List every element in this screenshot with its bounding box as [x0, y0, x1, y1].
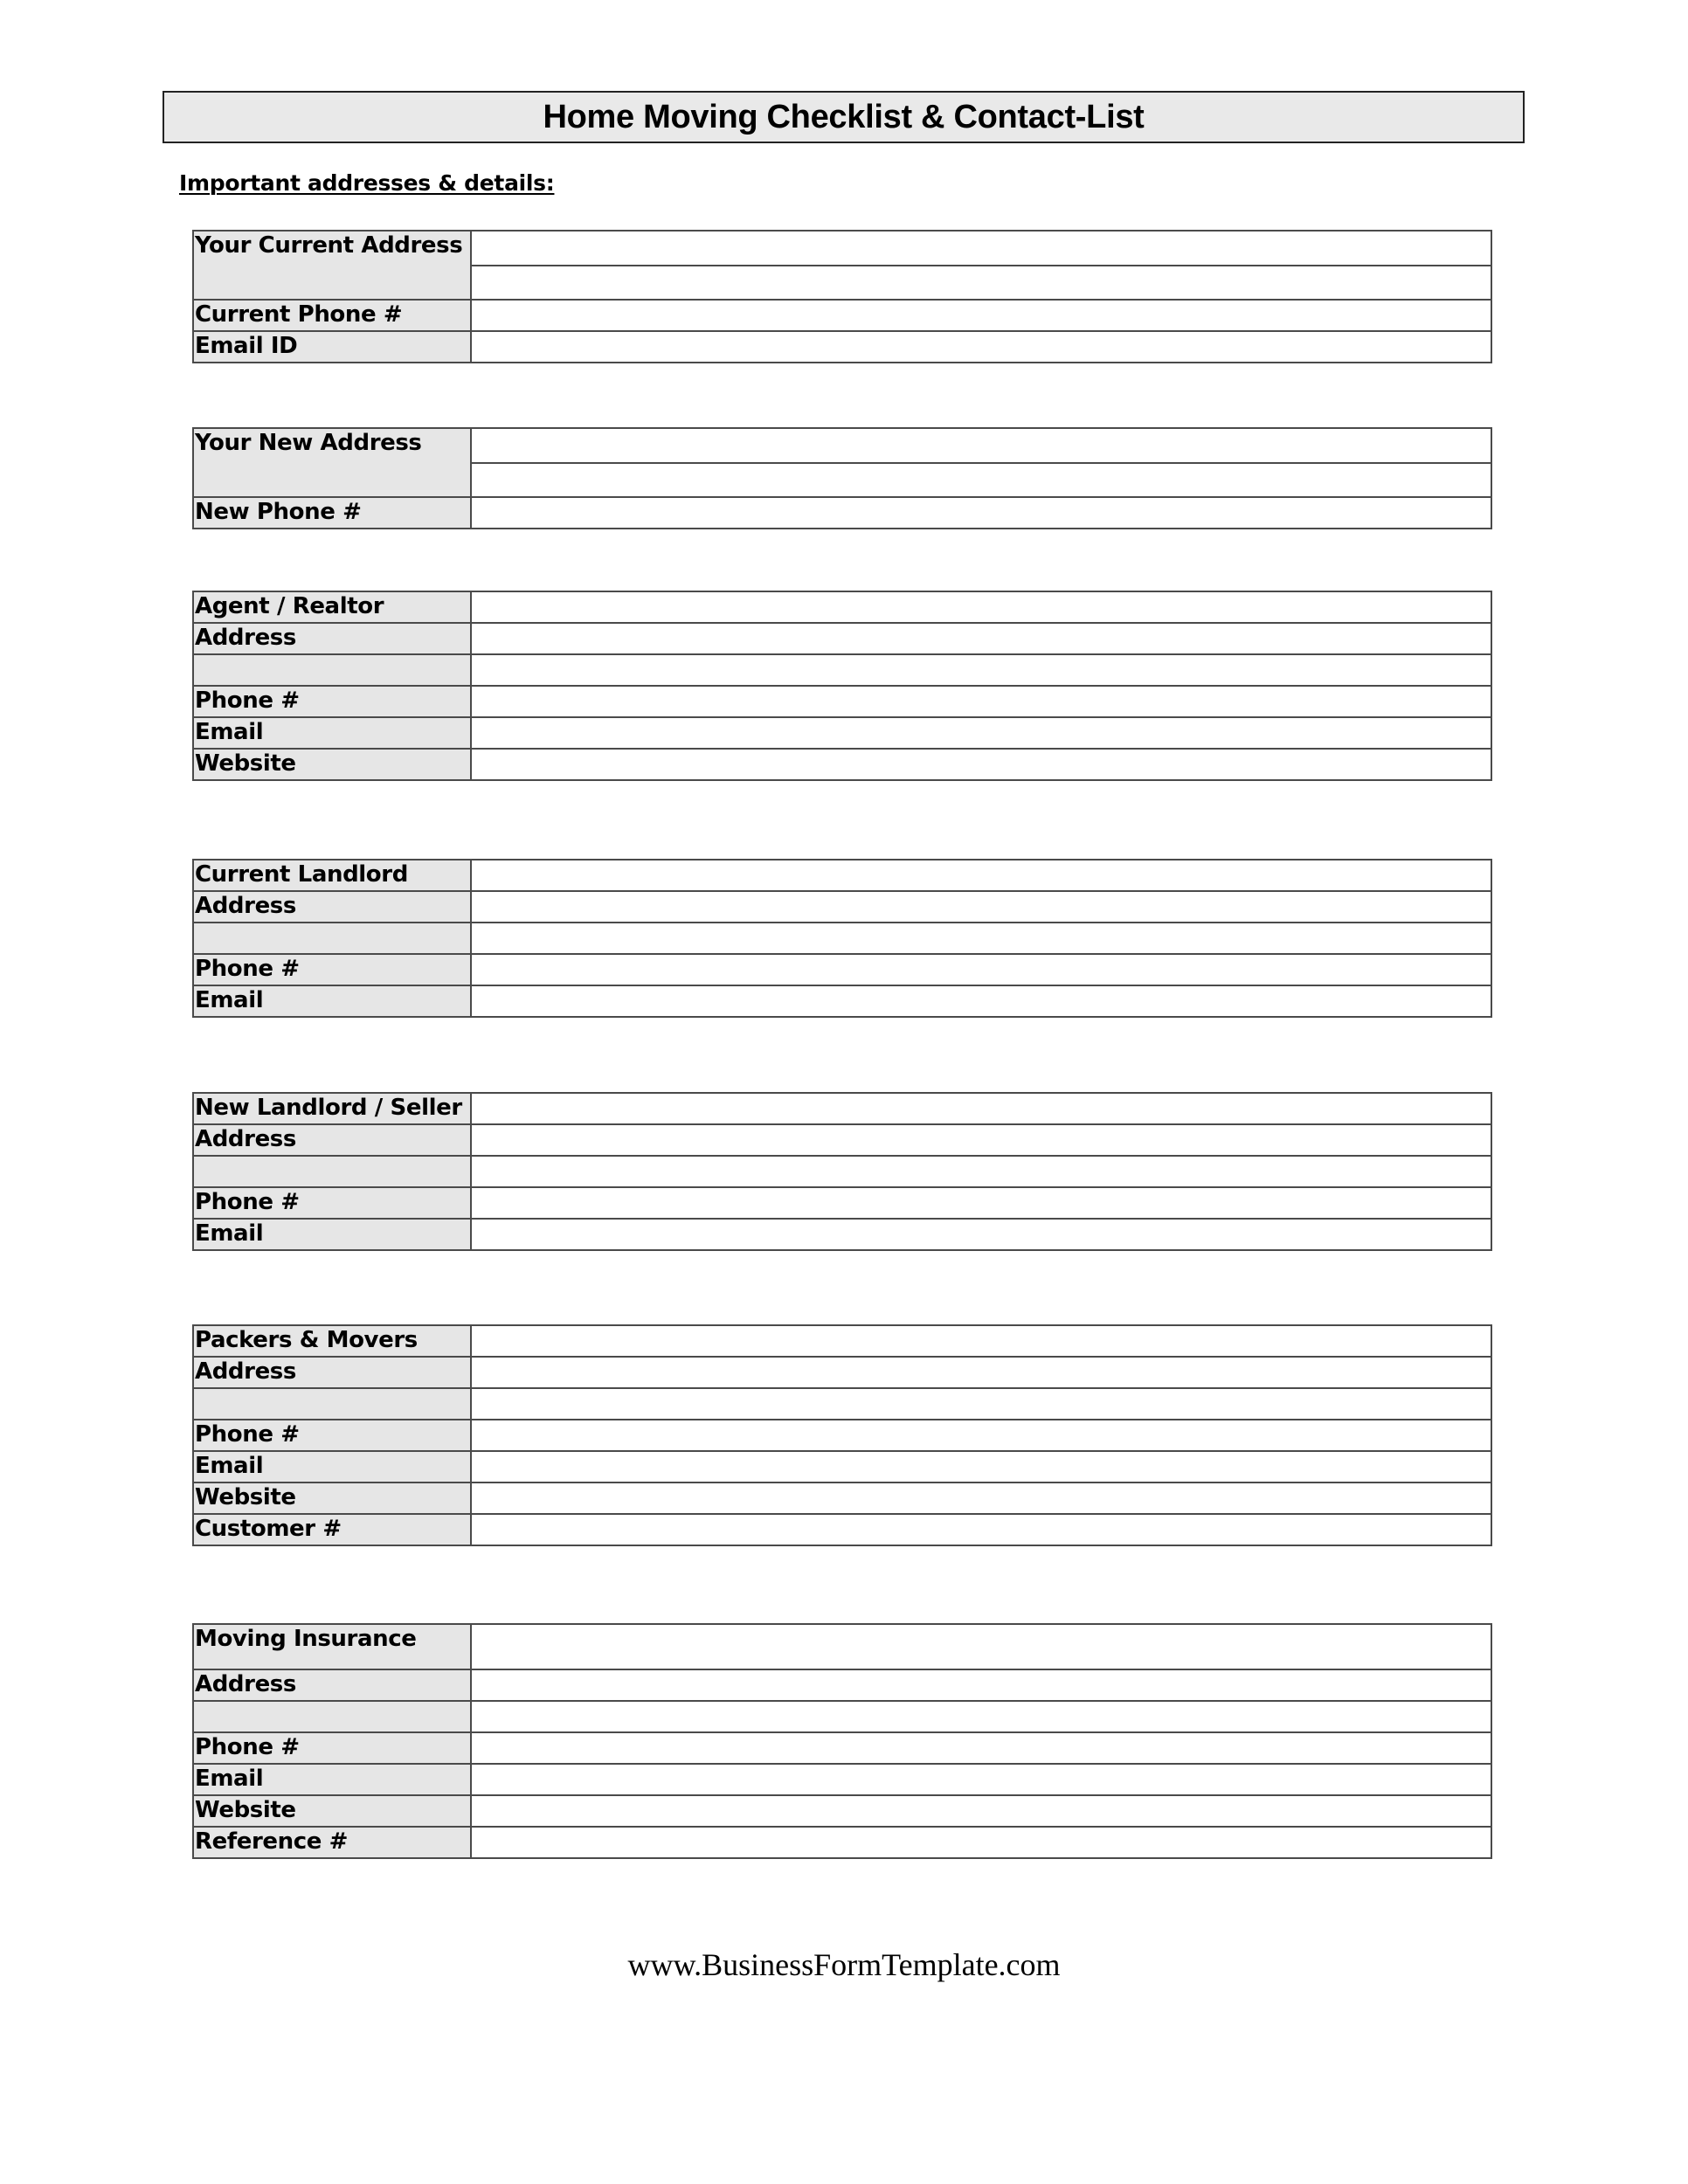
current-landlord-address-label: Address	[193, 891, 471, 923]
table-row	[193, 1451, 1491, 1482]
agent-email-label: Email	[193, 717, 471, 749]
current-address-table	[192, 230, 1492, 363]
table-row	[193, 1795, 1491, 1827]
packers-email-field[interactable]	[471, 1451, 1491, 1482]
agent-realtor-label: Agent / Realtor	[193, 591, 471, 623]
packers-movers-table	[192, 1324, 1492, 1546]
packers-phone-field[interactable]	[471, 1420, 1491, 1451]
packers-customer-number-field[interactable]	[471, 1514, 1491, 1545]
table-row	[193, 591, 1491, 623]
table-row	[193, 1124, 1491, 1156]
table-row	[193, 954, 1491, 985]
current-address-label: Your Current Address	[193, 231, 471, 300]
insurance-website-field[interactable]	[471, 1795, 1491, 1827]
table-row	[193, 1624, 1491, 1669]
table-row	[193, 1093, 1491, 1124]
new-landlord-address-blank-label	[193, 1156, 471, 1187]
insurance-email-field[interactable]	[471, 1764, 1491, 1795]
table-row	[193, 1219, 1491, 1250]
table-row	[193, 1482, 1491, 1514]
table-row	[193, 1357, 1491, 1388]
table-row	[193, 497, 1491, 529]
current-landlord-address-line1-field[interactable]	[471, 891, 1491, 923]
table-row	[193, 654, 1491, 686]
new-landlord-email-field[interactable]	[471, 1219, 1491, 1250]
agent-address-line2-field[interactable]	[471, 654, 1491, 686]
table-row	[193, 749, 1491, 780]
new-phone-field[interactable]	[471, 497, 1491, 529]
insurance-reference-number-label: Reference #	[193, 1827, 471, 1858]
new-landlord-phone-field[interactable]	[471, 1187, 1491, 1219]
agent-phone-field[interactable]	[471, 686, 1491, 717]
agent-realtor-field[interactable]	[471, 591, 1491, 623]
table-row	[193, 231, 1491, 266]
table-row	[193, 623, 1491, 654]
current-landlord-phone-label: Phone #	[193, 954, 471, 985]
current-landlord-label: Current Landlord	[193, 860, 471, 891]
current-landlord-table	[192, 859, 1492, 1018]
table-row	[193, 891, 1491, 923]
current-landlord-address-line2-field[interactable]	[471, 923, 1491, 954]
current-landlord-email-label: Email	[193, 985, 471, 1017]
current-phone-field[interactable]	[471, 300, 1491, 331]
table-row	[193, 1701, 1491, 1732]
current-address-line1-field[interactable]	[471, 231, 1491, 266]
packers-email-label: Email	[193, 1451, 471, 1482]
current-address-line2-field[interactable]	[471, 266, 1491, 301]
table-row	[193, 1156, 1491, 1187]
packers-website-field[interactable]	[471, 1482, 1491, 1514]
new-landlord-table	[192, 1092, 1492, 1251]
moving-insurance-label: Moving Insurance	[193, 1624, 471, 1669]
new-landlord-email-label: Email	[193, 1219, 471, 1250]
table-row	[193, 1669, 1491, 1701]
new-address-label: Your New Address	[193, 428, 471, 497]
current-landlord-email-field[interactable]	[471, 985, 1491, 1017]
table-row	[193, 985, 1491, 1017]
insurance-address-label: Address	[193, 1669, 471, 1701]
packers-movers-label: Packers & Movers	[193, 1325, 471, 1357]
insurance-email-label: Email	[193, 1764, 471, 1795]
agent-phone-label: Phone #	[193, 686, 471, 717]
table-row	[193, 428, 1491, 463]
agent-email-field[interactable]	[471, 717, 1491, 749]
table-row	[193, 686, 1491, 717]
current-phone-label: Current Phone #	[193, 300, 471, 331]
packers-customer-number-label: Customer #	[193, 1514, 471, 1545]
moving-insurance-field[interactable]	[471, 1624, 1491, 1669]
agent-address-line1-field[interactable]	[471, 623, 1491, 654]
email-id-field[interactable]	[471, 331, 1491, 363]
table-row	[193, 1514, 1491, 1545]
agent-website-field[interactable]	[471, 749, 1491, 780]
email-id-label: Email ID	[193, 331, 471, 363]
table-row	[193, 1732, 1491, 1764]
new-landlord-field[interactable]	[471, 1093, 1491, 1124]
agent-website-label: Website	[193, 749, 471, 780]
insurance-address-blank-label	[193, 1701, 471, 1732]
title-banner	[163, 91, 1525, 143]
current-landlord-address-blank-label	[193, 923, 471, 954]
packers-website-label: Website	[193, 1482, 471, 1514]
table-row	[193, 1388, 1491, 1420]
table-row	[193, 300, 1491, 331]
new-phone-label: New Phone #	[193, 497, 471, 529]
current-landlord-phone-field[interactable]	[471, 954, 1491, 985]
table-row	[193, 1187, 1491, 1219]
agent-realtor-table	[192, 591, 1492, 781]
current-landlord-field[interactable]	[471, 860, 1491, 891]
new-address-line1-field[interactable]	[471, 428, 1491, 463]
new-landlord-address-line2-field[interactable]	[471, 1156, 1491, 1187]
insurance-phone-label: Phone #	[193, 1732, 471, 1764]
insurance-phone-field[interactable]	[471, 1732, 1491, 1764]
table-row	[193, 717, 1491, 749]
new-landlord-address-label: Address	[193, 1124, 471, 1156]
packers-address-line1-field[interactable]	[471, 1357, 1491, 1388]
section-heading: Important addresses & details:	[179, 170, 555, 196]
table-row	[193, 331, 1491, 363]
table-row	[193, 860, 1491, 891]
footer-website: www.BusinessFormTemplate.com	[627, 1947, 1061, 1982]
packers-address-blank-label	[193, 1388, 471, 1420]
table-row	[193, 1325, 1491, 1357]
table-row	[193, 1827, 1491, 1858]
agent-address-blank-label	[193, 654, 471, 686]
insurance-address-line1-field[interactable]	[471, 1669, 1491, 1701]
page-title: Home Moving Checklist & Contact-List	[543, 98, 1145, 135]
agent-address-label: Address	[193, 623, 471, 654]
insurance-reference-number-field[interactable]	[471, 1827, 1491, 1858]
packers-phone-label: Phone #	[193, 1420, 471, 1451]
new-landlord-label: New Landlord / Seller	[193, 1093, 471, 1124]
new-landlord-address-line1-field[interactable]	[471, 1124, 1491, 1156]
insurance-address-line2-field[interactable]	[471, 1701, 1491, 1732]
new-address-table	[192, 427, 1492, 529]
packers-address-label: Address	[193, 1357, 471, 1388]
new-address-line2-field[interactable]	[471, 463, 1491, 498]
new-landlord-phone-label: Phone #	[193, 1187, 471, 1219]
table-row	[193, 1764, 1491, 1795]
table-row	[193, 1420, 1491, 1451]
packers-address-line2-field[interactable]	[471, 1388, 1491, 1420]
insurance-website-label: Website	[193, 1795, 471, 1827]
packers-movers-field[interactable]	[471, 1325, 1491, 1357]
table-row	[193, 923, 1491, 954]
moving-insurance-table	[192, 1623, 1492, 1859]
